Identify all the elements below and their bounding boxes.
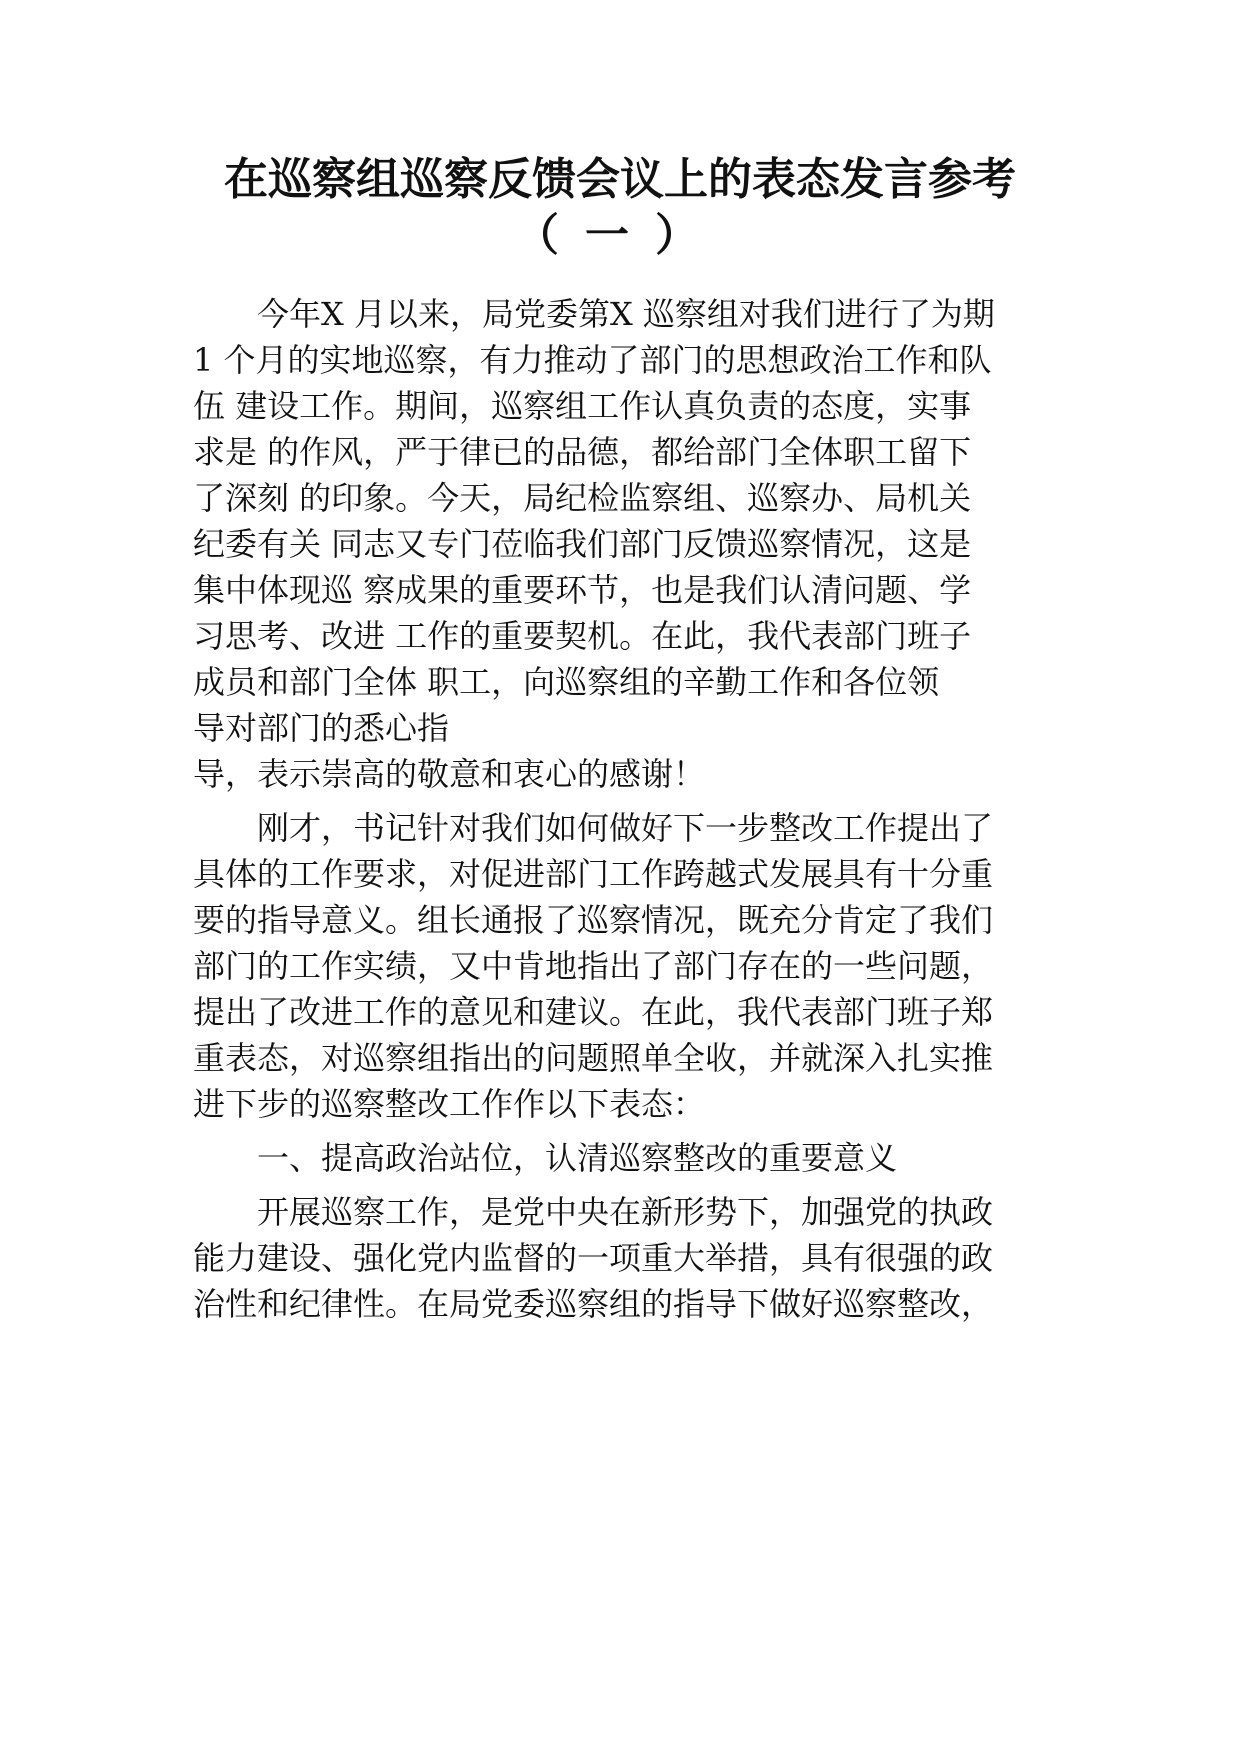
text-line: 纪委有关 同志又专门莅临我们部门反馈巡察情况，这是: [193, 525, 972, 563]
text-line: 集中体现巡 察成果的重要环节，也是我们认清问题、学: [193, 571, 972, 609]
text-line: 能力建设、强化党内监督的一项重大举措，具有很强的政: [193, 1239, 994, 1277]
text-line: 开展巡察工作，是党中央在新形势下，加强党的执政: [257, 1193, 994, 1231]
text-line: 进下步的巡察整改工作作以下表态：: [193, 1085, 706, 1123]
document-title: 在巡察组巡察反馈会议上的表态发言参考: [224, 154, 1016, 205]
text-line: 要的指导意义。组长通报了巡察情况，既充分肯定了我们: [193, 901, 994, 939]
text-line: 提出了改进工作的意见和建议。在此，我代表部门班子郑: [193, 993, 994, 1031]
text-line: 导，表示崇高的敬意和衷心的感谢！: [193, 755, 706, 793]
text-line: 习思考、改进 工作的重要契机。在此，我代表部门班子: [193, 617, 972, 655]
text-line: 今年X 月以来，局党委第X 巡察组对我们进行了为期: [257, 295, 995, 333]
document-title-number: （一）: [515, 210, 725, 261]
text-line: 了深刻 的印象。今天，局纪检监察组、巡察办、局机关: [193, 479, 972, 517]
section-heading: 一、提高政治站位，认清巡察整改的重要意义: [257, 1139, 898, 1177]
text-line: 部门的工作实绩，又中肯地指出了部门存在的一些问题，: [193, 947, 994, 985]
text-line: 导对部门的悉心指: [193, 709, 450, 747]
text-line: 具体的工作要求，对促进部门工作跨越式发展具有十分重: [193, 855, 994, 893]
text-line: 求是 的作风，严于律已的品德，都给部门全体职工留下: [193, 433, 972, 471]
text-line: 伍 建设工作。期间，巡察组工作认真负责的态度，实事: [193, 387, 972, 425]
text-line: 重表态，对巡察组指出的问题照单全收，并就深入扎实推: [193, 1039, 994, 1077]
text-line: 刚才，书记针对我们如何做好下一步整改工作提出了: [257, 809, 994, 847]
text-line: 1 个月的实地巡察，有力推动了部门的思想政治工作和队: [193, 341, 992, 379]
text-line: 成员和部门全体 职工，向巡察组的辛勤工作和各位领: [193, 663, 940, 701]
text-line: 治性和纪律性。在局党委巡察组的指导下做好巡察整改，: [193, 1285, 994, 1323]
